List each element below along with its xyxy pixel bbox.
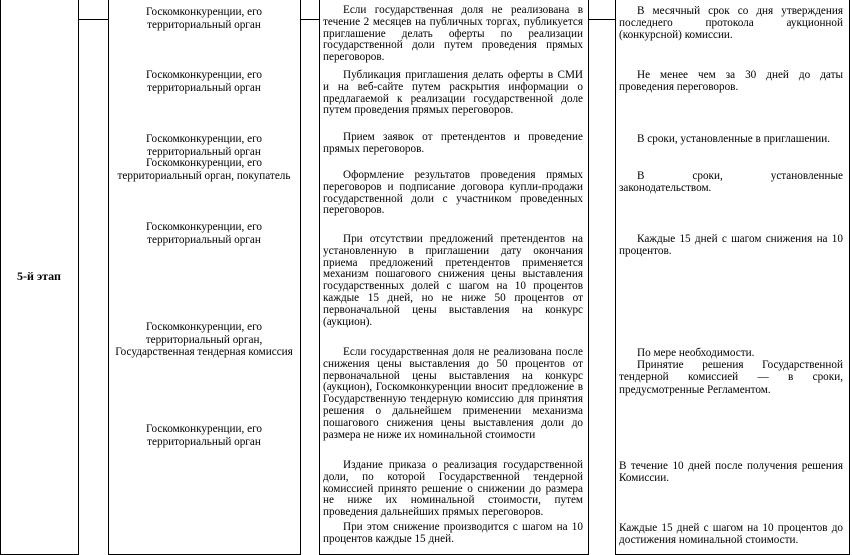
term-entry — [619, 347, 843, 396]
action-paragraph: Если государственная доля не реализована в течение 2 месяцев на публичных торгах, публикуется приглашение делать оферты по реализации государственной доли путем проведения прямых переговоров. — [323, 4, 583, 64]
action-paragraph: Если государственная доля не реализована после снижения цены выставления до 50 процентов от первоначальной цены выставления на конкурс (аукцион), Госкомконкуренции вносит предложение в Государственную тендерную комиссию для принятия решения о дальнейшем применении механизма пошагового снижения цены выставления доли до размера не ниже их номинальной стоимости — [323, 346, 583, 441]
term-entry: В течение 10 дней после получения решения Комиссии. — [619, 460, 843, 485]
responsible-entry: Госкомконкуренции, его территориальный орган — [146, 69, 262, 94]
responsible-entry: Госкомконкуренции, его территориальный орган — [146, 423, 262, 448]
responsible-entry: Госкомконкуренции, его территориальный орган — [146, 221, 262, 246]
term-line: Принятие решения Государственной тендерной комиссией — в сроки, предусмотренные Регламентом. — [619, 359, 843, 396]
action-paragraph: Публикация приглашения делать оферты в СМИ и на веб-сайте путем раскрытия информации о предлагаемой к реализации государственной доле путем проведения прямых переговоров. — [323, 69, 583, 117]
connector-line — [588, 19, 616, 20]
responsible-entry: Госкомконкуренции, его территориальный орган — [146, 133, 262, 158]
responsible-entry: Госкомконкуренции, его территориальный орган, Государственная тендерная комиссия — [115, 321, 293, 359]
term-entry: В сроки, установленные в приглашении. — [637, 133, 831, 145]
action-paragraph: Издание приказа о реализация государственной доли, по которой Государственной тендерной комиссией принято решение о снижении до размера не ниже их номинальной стоимости, путем проведения дальнейших прямых переговоров. — [323, 459, 583, 519]
term-entry: В сроки, установленные законодательством. — [619, 170, 843, 195]
term-entry: Каждые 15 дней с шагом на 10 процентов до достижения номинальной стоимости. — [619, 522, 843, 547]
term-entry: Не менее чем за 30 дней до даты проведения переговоров. — [619, 69, 843, 94]
connector-line — [300, 19, 320, 20]
action-paragraph: При отсутствии предложений претендентов на установленную в приглашении дату окончания приема предложений претендентов применяется механизм пошагового снижения цены выставления государственных долей с шагом на 10 процентов каждые 15 дней, но не ниже 50 процентов от первоначальной цены выставления на конкурс (аукцион). — [323, 233, 583, 328]
stage-label: 5-й этап — [17, 269, 61, 283]
term-entry: Каждые 15 дней с шагом снижения на 10 процентов. — [619, 233, 843, 258]
responsible-entry: Госкомконкуренции, его территориальный орган — [146, 6, 262, 31]
action-paragraph: Прием заявок от претендентов и проведение прямых переговоров. — [323, 131, 583, 155]
term-entry: В месячный срок со дня утверждения последнего протокола аукционной (конкурсной) комиссии. — [619, 5, 843, 42]
term-line: По мере необходимости. — [637, 347, 755, 359]
action-paragraph: Оформление результатов проведения прямых переговоров и подписание договора купли-продажи государственной доли с участником проведенных переговоров. — [323, 169, 583, 217]
action-paragraph: При этом снижение производится с шагом на 10 процентов каждые 15 дней. — [323, 521, 583, 545]
responsible-entry: Госкомконкуренции, его территориальный орган, покупатель — [117, 157, 291, 182]
